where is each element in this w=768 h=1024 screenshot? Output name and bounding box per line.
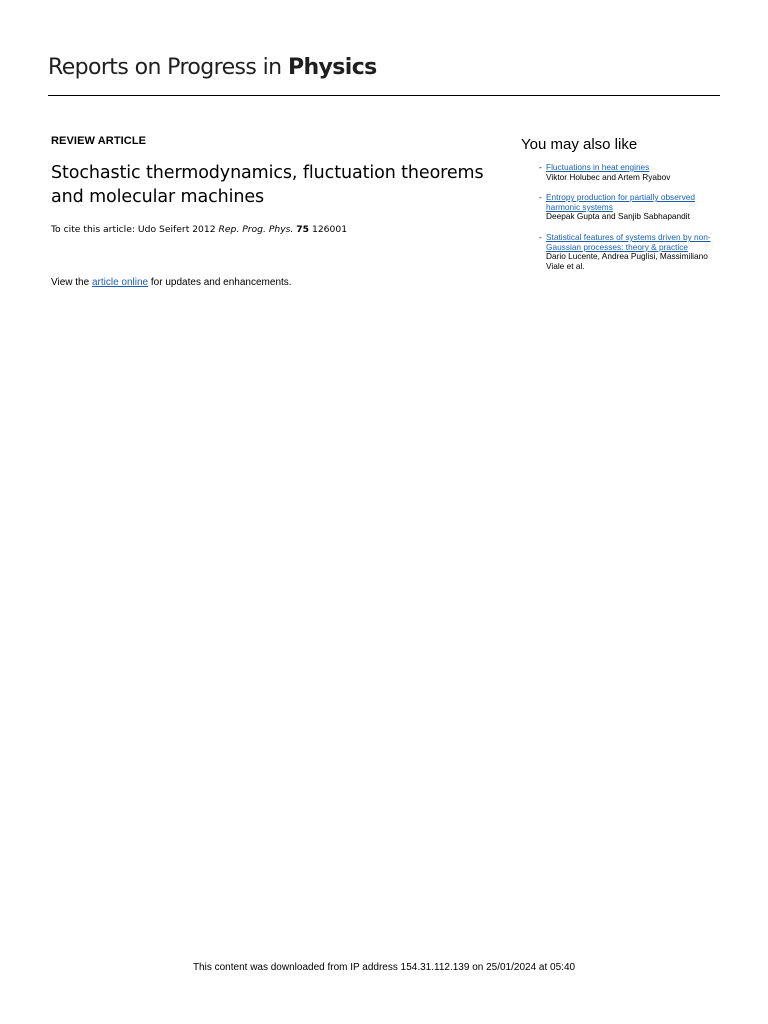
journal-name-prefix: Reports on Progress in	[48, 55, 282, 80]
related-item	[521, 233, 721, 271]
citation-volume: 75	[296, 224, 310, 235]
citation-journal: Rep. Prog. Phys.	[218, 224, 294, 235]
related-item-authors: Dario Lucente, Andrea Puglisi, Massimiliano Viale et al.	[546, 251, 708, 271]
article-title: Stochastic thermodynamics, fluctuation theorems and molecular machines	[51, 163, 484, 207]
view-online-line	[51, 277, 506, 288]
citation-prefix: To cite this article: Udo Seifert 2012	[51, 224, 216, 235]
journal-name-emphasis: Physics	[287, 55, 377, 80]
related-item-link[interactable]: Statistical features of systems driven by non-Gaussian processes: theory & practice	[546, 231, 711, 252]
article-online-link[interactable]: article online	[91, 277, 149, 288]
download-notice: This content was downloaded from IP address 154.31.112.139 on 25/01/2024 at 05:40	[192, 962, 576, 973]
related-item-link[interactable]: Entropy production for partially observed harmonic systems	[546, 192, 695, 212]
citation-article-number: 126001	[311, 224, 348, 235]
related-articles	[521, 136, 721, 282]
related-item	[521, 193, 721, 222]
related-item-authors: Deepak Gupta and Sanjib Sabhapandit	[546, 211, 690, 222]
related-heading: You may also like	[521, 136, 638, 153]
related-item-link[interactable]: Fluctuations in heat engines	[546, 162, 650, 172]
header-divider	[48, 95, 720, 96]
related-item-authors: Viktor Holubec and Artem Ryabov	[546, 171, 671, 182]
journal-logo	[48, 55, 377, 80]
view-online-suffix: for updates and enhancements.	[150, 277, 292, 288]
related-list	[521, 163, 721, 271]
related-bullet: -	[539, 162, 542, 172]
article-info	[51, 135, 506, 288]
view-online-prefix: View the	[51, 277, 90, 288]
related-item	[521, 163, 721, 182]
related-bullet: -	[539, 192, 542, 203]
citation-line	[51, 224, 506, 235]
article-type-label: REVIEW ARTICLE	[51, 135, 147, 147]
related-bullet: -	[539, 231, 542, 242]
